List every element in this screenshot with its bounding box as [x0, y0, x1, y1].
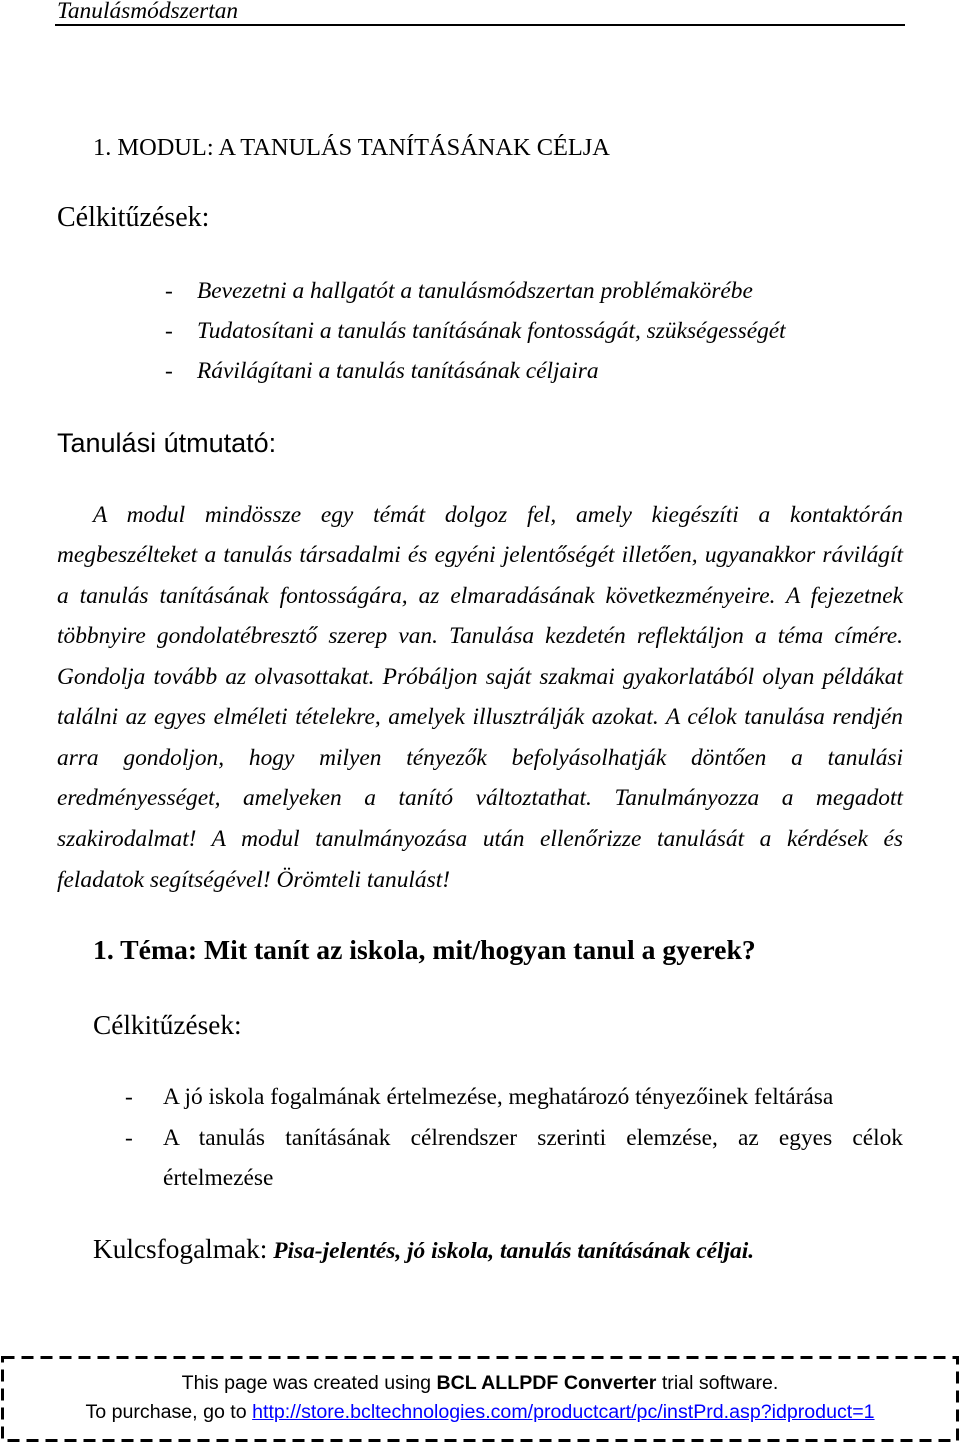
topic-title: 1. Téma: Mit tanít az iskola, mit/hogyan tanul a gyerek?	[93, 934, 756, 965]
purchase-link[interactable]: http://store.bcltechnologies.com/productcart/pc/instPrd.asp?idproduct=1	[252, 1401, 875, 1423]
footer-product-name: BCL ALLPDF Converter	[436, 1372, 657, 1394]
footer-purchase	[0, 1400, 960, 1424]
header-rule	[55, 24, 905, 26]
guide-text-line: eredményességet, amelyeken a tanító változtathat. Tanulmányozza a megadott	[57, 785, 903, 811]
guide-text-line: feladatok segítségével! Örömteli tanulást!	[57, 867, 451, 893]
list-dash: -	[165, 358, 173, 384]
goals-heading: Célkitűzések:	[57, 202, 210, 233]
guide-text-line: a tanulás tanításának fontosságára, az elmaradásának következményeire. A fejezetnek	[57, 583, 903, 609]
keywords-line	[93, 1229, 754, 1269]
footer-notice	[0, 1371, 960, 1395]
running-header-title: Tanulásmódszertan	[57, 0, 239, 24]
goal-text: A jó iskola fogalmának értelmezése, meghatározó tényezőinek feltárása	[163, 1084, 834, 1110]
list-dash: -	[165, 278, 173, 304]
guide-text-line: Gondolja tovább az olvasottakat. Próbáljon saját szakmai gyakorlatából olyan példákat	[57, 664, 903, 690]
guide-text-line: arra gondoljon, hogy milyen tényezők befolyásolhatják döntően a tanulási	[57, 745, 903, 771]
guide-text-line: többnyire gondolatébresztő szerep van. Tanulása kezdetén reflektáljon a téma címére.	[57, 623, 903, 649]
list-dash: -	[165, 318, 173, 344]
guide-text-line: A modul mindössze egy témát dolgoz fel, amely kiegészíti a kontaktórán	[93, 502, 903, 528]
goals-heading: Célkitűzések:	[93, 1010, 242, 1040]
footer-dashed-border	[0, 1355, 960, 1443]
keywords-terms: Pisa-jelentés, jó iskola, tanulás tanításának céljai.	[273, 1238, 755, 1264]
list-dash: -	[125, 1084, 133, 1110]
guide-text-line: találni az egyes elméleti tételekre, amelyek illusztrálják azokat. A célok tanulása rendjén	[57, 704, 903, 730]
goal-text: Bevezetni a hallgatót a tanulásmódszertan problémakörébe	[197, 278, 753, 304]
goal-text: Rávilágítani a tanulás tanításának céljaira	[197, 358, 599, 384]
module-title: 1. MODUL: A TANULÁS TANÍTÁSÁNAK CÉLJA	[93, 134, 610, 161]
guide-text-line: szakirodalmat! A modul tanulmányozása után ellenőrizze tanulását a kérdések és	[57, 826, 903, 852]
keywords-label: Kulcsfogalmak:	[93, 1234, 268, 1264]
study-guide-heading: Tanulási útmutató:	[57, 428, 277, 458]
list-dash: -	[125, 1125, 133, 1151]
footer-notice-prefix: This page was created using	[181, 1372, 432, 1394]
footer-purchase-prefix: To purchase, go to	[85, 1401, 247, 1423]
guide-text-line: megbeszélteket a tanulás társadalmi és egyéni jelentőségét illetően, ugyanakkor rávilágít	[57, 542, 903, 568]
footer-notice-suffix: trial software.	[661, 1372, 779, 1394]
goal-text-continued: értelmezése	[163, 1165, 274, 1191]
goal-text: Tudatosítani a tanulás tanításának fontosságát, szükségességét	[197, 318, 786, 344]
goal-text: A tanulás tanításának célrendszer szerinti elemzése, az egyes célok	[163, 1125, 903, 1151]
